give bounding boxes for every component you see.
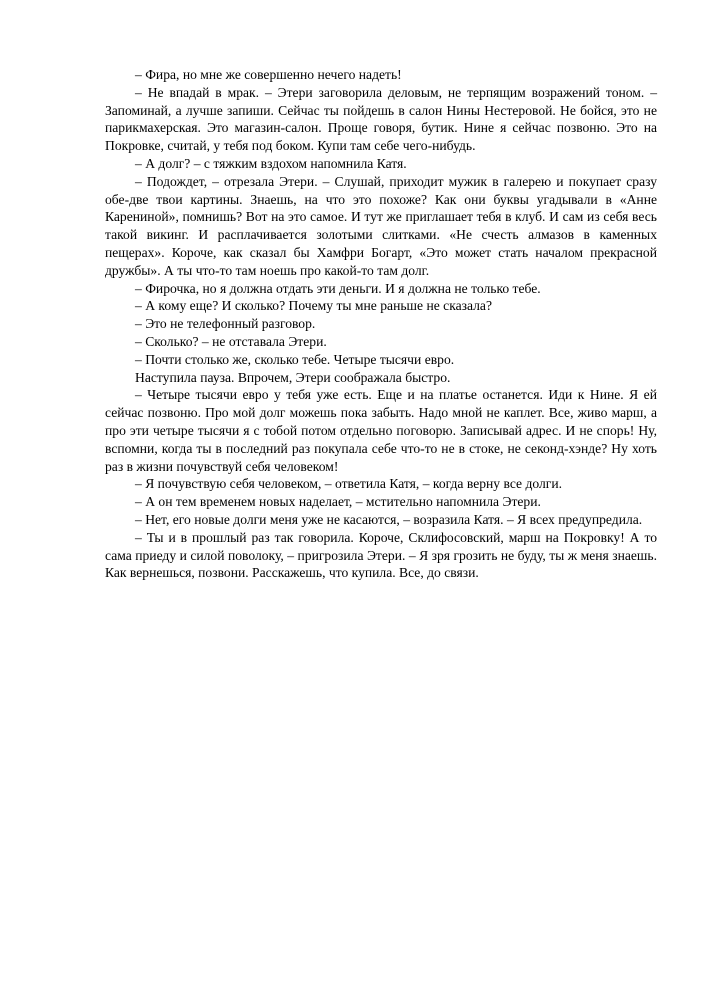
paragraph-7: – Это не телефонный разговор. (135, 316, 316, 332)
paragraph-1: – Фира, но мне же совершенно нечего надеть! (135, 67, 402, 82)
paragraph-6: – А кому еще? И сколько? Почему ты мне раньше не сказала? (135, 298, 492, 314)
paragraph-13: – А он тем временем новых наделает, – мстительно напомнила Этери. (135, 494, 541, 510)
paragraph-4: – Подождет, – отрезала Этери. – Слушай, приходит мужик в галерею и покупает сразу обе-две твои картины. Знаешь, на что это похоже? Как они буквы угадывали в «Анне Карениной», помнишь? Вот на это самое. И тут же приглашает тебя в клуб. И сам из себя весь такой викинг. И расплачивается золотыми слитками. «Не счесть алмазов в каменных пещерах». Короче, как сказал бы Хамфри Богарт, «Это может стать началом прекрасной дружбы». А ты что-то там ноешь про какой-то там долг. (105, 173, 657, 278)
paragraph-2: – Не впадай в мрак. – Этери заговорила деловым, не терпящим возражений тоном. – Запоминай, а лучше запиши. Сейчас ты пойдешь в салон Нины Нестеровой. Не бойся, это не парикмахерская. Это магазин-салон. Проще говоря, бутик. Нине я сейчас позвоню. Это на Покровке, считай, у тебя под боком. Купи там себе чего-нибудь. (105, 84, 657, 154)
paragraph-10: Наступила пауза. Впрочем, Этери соображала быстро. (135, 369, 451, 385)
paragraph-14: – Нет, его новые долги меня уже не касаются, – возразила Катя. – Я всех предупредила. (135, 511, 643, 527)
paragraph-5: – Фирочка, но я должна отдать эти деньги. И я должна не только тебе. (135, 280, 541, 296)
paragraph-9: – Почти столько же, сколько тебе. Четыре тысячи евро. (135, 351, 455, 367)
document-page (105, 66, 657, 582)
paragraph-11: – Четыре тысячи евро у тебя уже есть. Еще и на платье останется. Иди к Нине. Я ей сейчас позвоню. Про мой долг можешь пока забыть. Надо мной не каплет. Все, живо марш, а про эти четыре тысячи я с тобой потом отдельно поговорю. Записывай адрес. И не спорь! Ну, вспомни, когда ты в последний раз покупала себе что-то не в стоке, не секонд-хэнде? Ну хоть раз в жизни почувствуй себя человеком! (105, 387, 657, 474)
paragraph-12: – Я почувствую себя человеком, – ответила Катя, – когда верну все долги. (135, 476, 563, 492)
paragraph-3: – А долг? – с тяжким вздохом напомнила Катя. (135, 155, 407, 171)
paragraph-15: – Ты и в прошлый раз так говорила. Короче, Склифосовский, марш на Покровку! А то сама приеду и силой поволоку, – пригрозила Этери. – Я зря грозить не буду, ты ж меня знаешь. Как вернешься, позвони. Расскажешь, что купила. Все, до связи. (105, 529, 657, 581)
paragraph-8: – Сколько? – не отставала Этери. (135, 333, 327, 349)
